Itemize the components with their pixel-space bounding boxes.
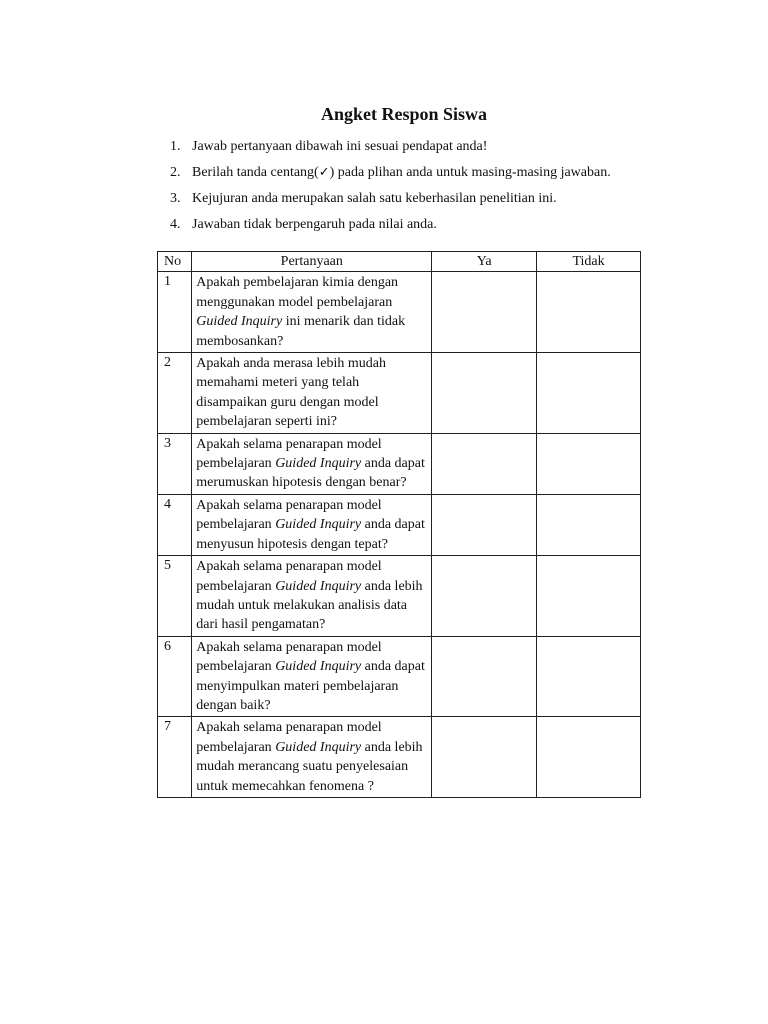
no-answer-cell[interactable] [537,717,641,798]
question-part: anda dapat menyimpulkan materi pembelajaran dengan baik? [196,659,425,713]
yes-answer-cell[interactable] [432,717,537,798]
instruction-number: 2. [170,165,181,180]
question-emphasis: Guided Inquiry [275,578,362,594]
question-text [192,494,432,555]
instruction-text: Kejujuran anda merupakan salah satu keberhasilan penelitian ini. [192,191,557,206]
column-header-question: Pertanyaan [192,252,432,272]
checkmark-icon: ✓ [318,165,330,180]
instruction-number: 3. [170,191,181,206]
instruction-number: 1. [170,139,181,154]
instruction-text: Berilah tanda centang( [192,165,319,180]
page-title: Angket Respon Siswa [320,104,488,124]
yes-answer-cell[interactable] [432,636,537,717]
instruction-item [170,215,611,241]
row-number: 5 [158,556,192,637]
instruction-item [170,137,611,163]
question-part: Apakah pembelajaran kimia dengan menggunakan model pembelajaran [196,275,399,310]
yes-answer-cell[interactable] [432,272,537,353]
yes-answer-cell[interactable] [432,556,537,637]
question-text [192,272,432,353]
table-row [158,556,641,637]
question-part: Apakah selama penarapan model pembelajaran [196,559,382,594]
question-text [192,353,432,434]
no-answer-cell[interactable] [537,636,641,717]
instruction-text: ) pada plihan anda untuk masing-masing jawaban. [329,165,611,180]
question-part: Apakah selama penarapan model pembelajaran [196,436,382,472]
row-number: 6 [158,636,192,717]
question-part: anda lebih mudah untuk melakukan analisis data dari hasil pengamatan? [196,578,423,633]
question-emphasis: Guided Inquiry [196,314,283,330]
question-part: anda dapat menyusun hipotesis dengan tepat? [196,517,425,552]
row-number: 3 [158,433,192,494]
question-text [192,717,432,798]
table-row [158,636,641,717]
table-row [158,433,641,494]
table-row [158,717,641,798]
no-answer-cell[interactable] [537,272,641,353]
question-emphasis: Guided Inquiry [275,659,362,675]
instruction-list [170,137,611,241]
column-header-no-answer: Tidak [537,252,641,272]
question-part: Apakah anda merasa lebih mudah memahami meteri yang telah disampaikan guru dengan model pembelajaran seperti ini? [196,356,386,430]
table-row [158,353,641,434]
instruction-text: Jawab pertanyaan dibawah ini sesuai pendapat anda! [192,139,488,154]
question-part: Apakah selama penarapan model pembelajaran [196,720,382,755]
yes-answer-cell[interactable] [432,494,537,555]
column-header-yes: Ya [432,252,537,272]
row-number: 7 [158,717,192,798]
no-answer-cell[interactable] [537,433,641,494]
question-text [192,556,432,637]
table-header-row [158,252,641,272]
question-part: Apakah selama penarapan model pembelajaran [196,639,382,675]
question-part: Apakah selama penarapan model pembelajaran [196,497,382,533]
yes-answer-cell[interactable] [432,433,537,494]
question-part: anda dapat merumuskan hipotesis dengan benar? [196,456,425,491]
survey-table [157,251,641,798]
row-number: 1 [158,272,192,353]
yes-answer-cell[interactable] [432,353,537,434]
question-emphasis: Guided Inquiry [275,517,362,533]
instruction-text: Jawaban tidak berpengaruh pada nilai anda. [192,217,437,232]
instruction-item [170,163,611,189]
instruction-number: 4. [170,217,181,232]
column-header-no: No [158,252,192,272]
question-emphasis: Guided Inquiry [275,739,362,755]
row-number: 4 [158,494,192,555]
question-emphasis: Guided Inquiry [275,456,362,472]
table-row [158,494,641,555]
row-number: 2 [158,353,192,434]
table-row [158,272,641,353]
instruction-item [170,189,611,215]
no-answer-cell[interactable] [537,494,641,555]
question-text [192,433,432,494]
question-text [192,636,432,717]
no-answer-cell[interactable] [537,353,641,434]
question-part: anda lebih mudah merancang suatu penyelesaian untuk memecahkan fenomena ? [196,739,423,794]
no-answer-cell[interactable] [537,556,641,637]
question-part: ini menarik dan tidak membosankan? [196,314,406,349]
